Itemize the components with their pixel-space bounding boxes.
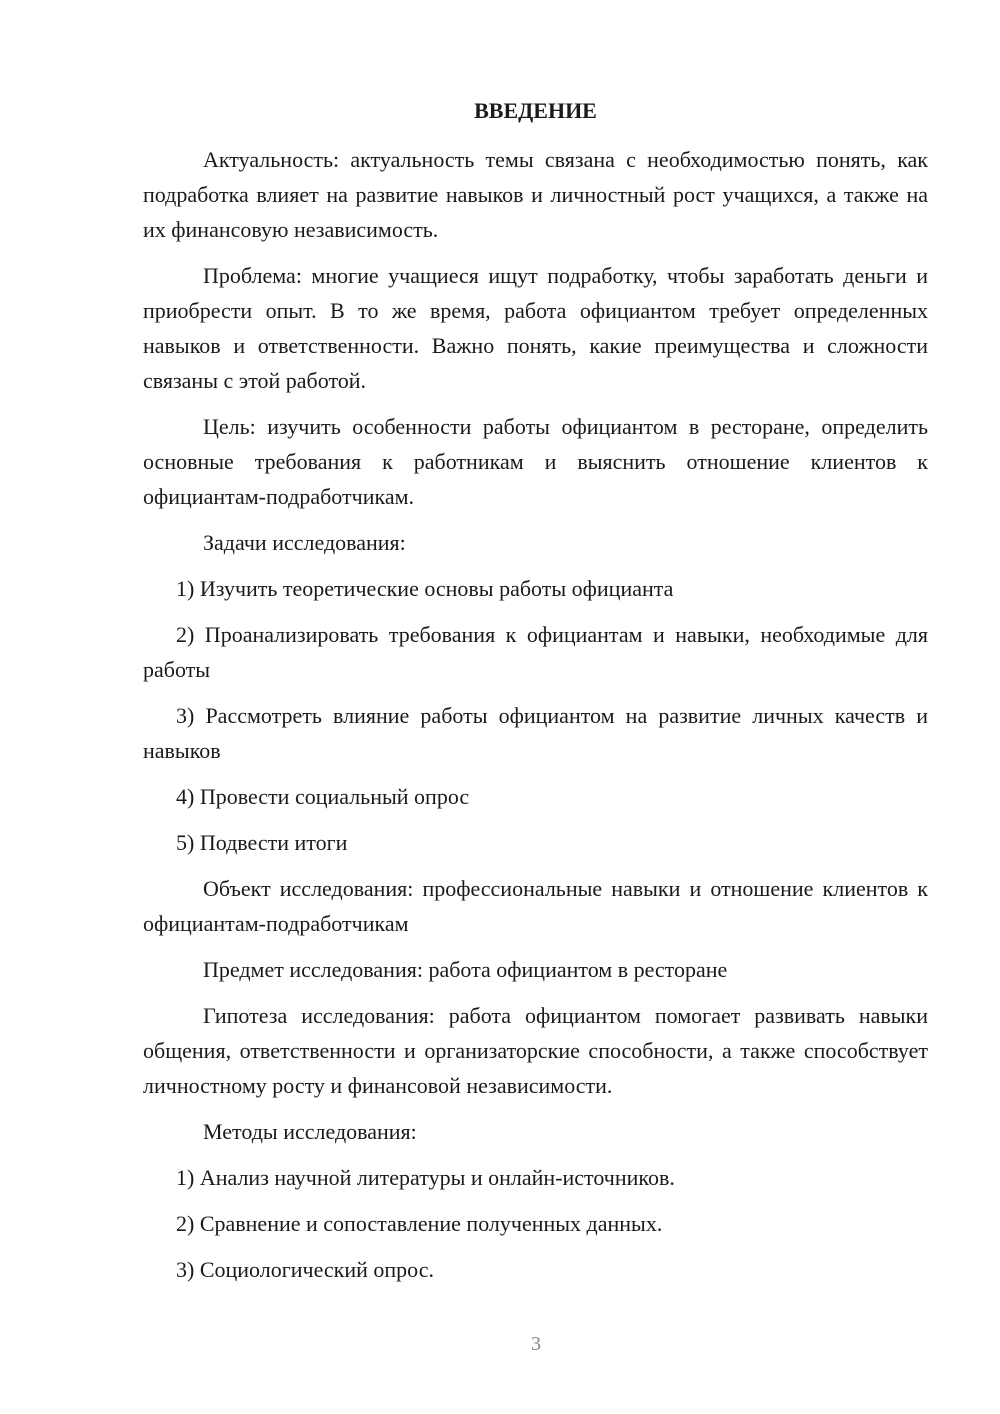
object-paragraph: Объект исследования: профессиональные навыки и отношение клиентов к официантам-подработчикам (143, 876, 928, 936)
problem-paragraph: Проблема: многие учащиеся ищут подработку, чтобы заработать деньги и приобрести опыт. В то же время, работа официантом требует определенных навыков и ответственности. Важно понять, какие преимущества и сложности связаны с этой работой. (143, 263, 928, 393)
task-item: 4) Провести социальный опрос (176, 784, 470, 809)
method-item: 1) Анализ научной литературы и онлайн-источников. (176, 1165, 675, 1190)
method-item: 3) Социологический опрос. (176, 1257, 434, 1282)
goal-paragraph: Цель: изучить особенности работы официантом в ресторане, определить основные требования к работникам и выяснить отношение клиентов к официантам-подработчикам. (143, 414, 928, 509)
task-item: 1) Изучить теоретические основы работы официанта (176, 576, 674, 601)
tasks-label: Задачи исследования: (203, 530, 406, 555)
section-heading: ВВЕДЕНИЕ (474, 98, 597, 123)
task-item: 2) Проанализировать требования к официантам и навыки, необходимые для работы (143, 622, 928, 682)
task-item: 3) Рассмотреть влияние работы официантом на развитие личных качеств и навыков (143, 703, 928, 763)
hypothesis-paragraph: Гипотеза исследования: работа официантом помогает развивать навыки общения, ответственности и организаторские способности, а также способствует личностному росту и финансовой независимости. (143, 1003, 928, 1098)
subject-paragraph: Предмет исследования: работа официантом в ресторане (203, 957, 728, 982)
methods-label: Методы исследования: (203, 1119, 417, 1144)
relevance-paragraph: Актуальность: актуальность темы связана с необходимостью понять, как подработка влияет на развитие навыков и личностный рост учащихся, а также на их финансовую независимость. (143, 147, 928, 242)
page-number: 3 (531, 1333, 541, 1355)
task-item: 5) Подвести итоги (176, 830, 348, 855)
document-body (143, 142, 928, 1298)
method-item: 2) Сравнение и сопоставление полученных данных. (176, 1211, 663, 1236)
